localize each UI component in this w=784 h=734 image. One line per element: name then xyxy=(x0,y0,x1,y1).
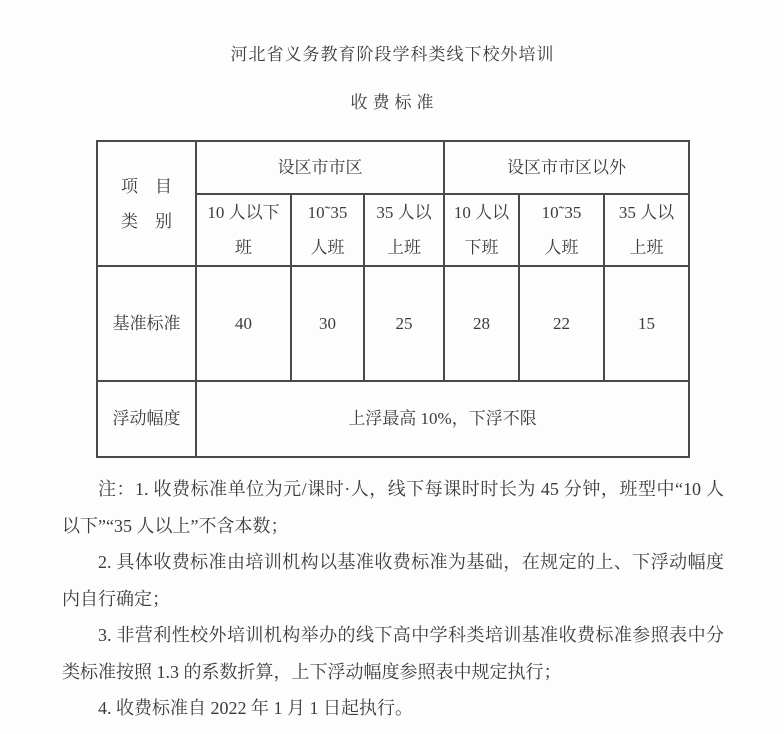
page-subtitle: 收费标准 xyxy=(350,93,439,112)
notes-section xyxy=(62,471,724,727)
page-title: 河北省义务教育阶段学科类线下校外培训 xyxy=(230,45,555,64)
note-paragraph-3: 3. 非营利性校外培训机构举办的线下高中学科类培训基准收费标准参照表中分类标准按照 1.3 的系数折算，上下浮动幅度参照表中规定执行； xyxy=(62,625,724,682)
fee-standard-table xyxy=(96,140,690,458)
class-size-header-4: 10 人以 下班 xyxy=(444,194,519,266)
region-group-urban: 设区市市区 xyxy=(196,141,444,194)
table-row-float-range xyxy=(97,381,689,457)
category-header-cell xyxy=(97,141,196,266)
table-row xyxy=(97,141,689,194)
note-paragraph-2: 2. 具体收费标准由培训机构以基准收费标准为基础，在规定的上、下浮动幅度内自行确定； xyxy=(62,552,724,609)
float-range-label: 浮动幅度 xyxy=(97,381,196,457)
note-paragraph-1: 注：1. 收费标准单位为元/课时·人，线下每课时时长为 45 分钟，班型中“10 人以下”“35 人以上”不含本数； xyxy=(62,479,724,536)
base-standard-value-2: 30 xyxy=(291,266,364,381)
base-standard-label: 基准标准 xyxy=(97,266,196,381)
class-size-header-1: 10 人以下 班 xyxy=(196,194,291,266)
base-standard-value-1: 40 xyxy=(196,266,291,381)
note-paragraph-4: 4. 收费标准自 2022 年 1 月 1 日起执行。 xyxy=(98,698,413,718)
base-standard-value-6: 15 xyxy=(604,266,689,381)
class-size-header-5: 10˜35 人班 xyxy=(519,194,604,266)
class-size-header-6: 35 人以 上班 xyxy=(604,194,689,266)
class-size-header-3: 35 人以 上班 xyxy=(364,194,444,266)
category-header-line1: 项 目 xyxy=(121,176,172,196)
region-group-outside-urban: 设区市市区以外 xyxy=(444,141,689,194)
base-standard-value-5: 22 xyxy=(519,266,604,381)
table-row-base-standard xyxy=(97,266,689,381)
float-range-value: 上浮最高 10%，下浮不限 xyxy=(196,381,689,457)
category-header-line2: 类 别 xyxy=(121,211,172,231)
base-standard-value-4: 28 xyxy=(444,266,519,381)
class-size-header-2: 10˜35 人班 xyxy=(291,194,364,266)
base-standard-value-3: 25 xyxy=(364,266,444,381)
